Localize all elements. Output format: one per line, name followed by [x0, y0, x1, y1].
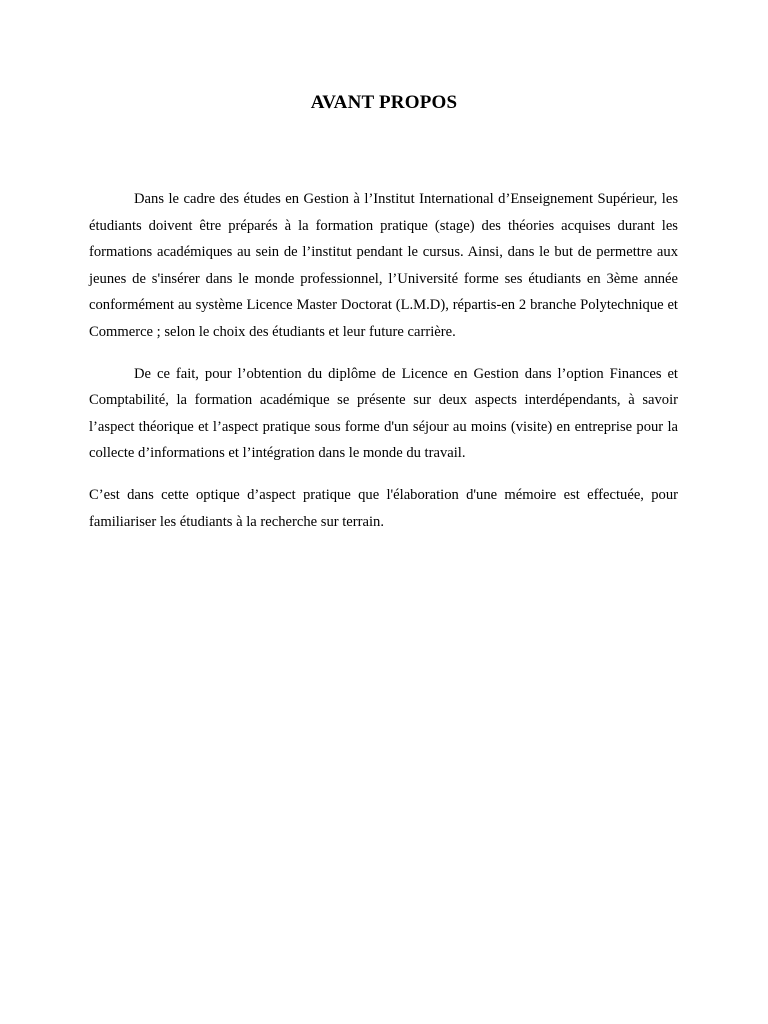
- document-body: [89, 186, 678, 535]
- paragraph-conclusion: C’est dans cette optique d’aspect pratique que l'élaboration d'une mémoire est effectuée, pour familiariser les étudiants à la recherche sur terrain.: [89, 486, 678, 530]
- paragraph-intro: Dans le cadre des études en Gestion à l’Institut International d’Enseignement Supérieur, les étudiants doivent être préparés à la formation pratique (stage) des théories acquises durant les formations académiques au sein de l’institut pendant le cursus. Ainsi, dans le but de permettre aux jeunes de s'insérer dans le monde professionnel, l’Université forme ses étudiants en 3ème année conformément au système Licence Master Doctorat (L.M.D), répartis-en 2 branche Polytechnique et Commerce ; selon le choix des étudiants et leur future carrière.: [89, 191, 678, 340]
- page-title: AVANT PROPOS: [310, 92, 458, 113]
- paragraph-objective: De ce fait, pour l’obtention du diplôme de Licence en Gestion dans l’option Finances et Comptabilité, la formation académique se présente sur deux aspects interdépendants, à savoir l’aspect théorique et l’aspect pratique sous forme d'un séjour au moins (visite) en entreprise pour la collecte d’informations et l’intégration dans le monde du travail.: [89, 365, 678, 462]
